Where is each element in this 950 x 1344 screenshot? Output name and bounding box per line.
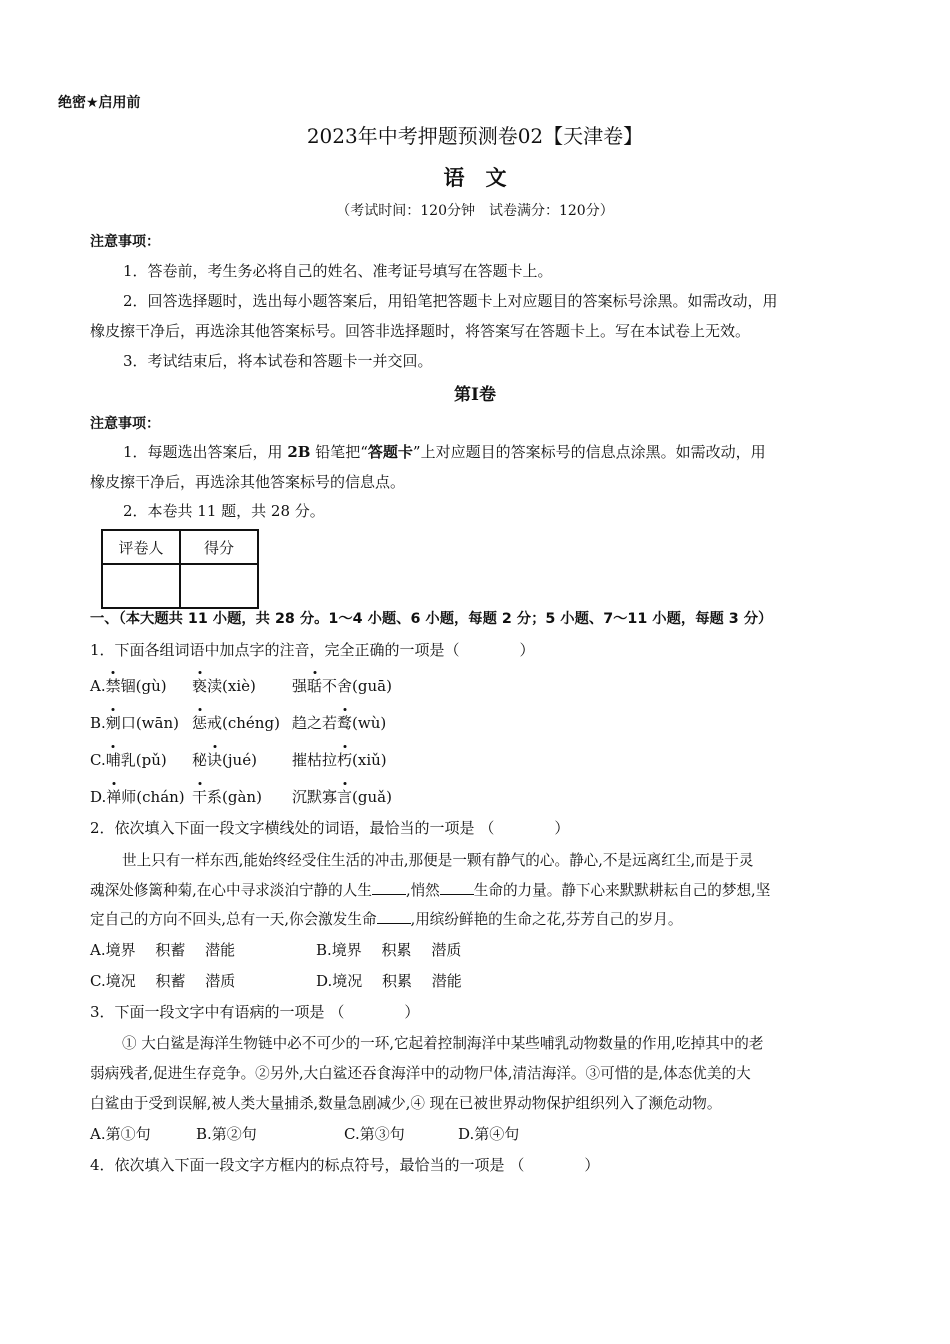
passage-line: 世上只有一样东西,能始终经受住生活的冲击,那便是一颗有静气的心。静心,不是远离红尘,而是于灵 xyxy=(122,852,754,869)
grader-header: 评卷人 xyxy=(102,530,180,564)
subject-title: 语 文 xyxy=(443,165,507,190)
q1-option-c: C.哺乳(pǔ) xyxy=(90,751,167,769)
score-header: 得分 xyxy=(180,530,258,564)
q2-option-a: A.境界 积蓄 潜能 xyxy=(90,941,236,959)
note-item: 橡皮擦干净后，再选涂其他答案标号。回答非选择题时，将答案写在答题卡上。写在本试卷上无效。 xyxy=(90,322,751,340)
exam-meta: （考试时间：120分钟 试卷满分：120分） xyxy=(336,203,614,219)
passage-line: 魂深处修篱种菊,在心中寻求淡泊宁静的人生 ,悄然 生命的力量。静下心来默默耕耘自己的梦想,坚 xyxy=(90,882,771,899)
note-item: 橡皮擦干净后，再选涂其他答案标号的信息点。 xyxy=(90,473,406,491)
q1-option-a-word2: 亵渎(xiè) xyxy=(192,677,256,695)
note-item: 2．回答选择题时，选出每小题答案后，用铅笔把答题卡上对应题目的答案标号涂黑。如需改动，用 xyxy=(123,292,778,310)
note-item: 2．本卷共 11 题，共 28 分。 xyxy=(123,502,325,520)
q3-option-c: C.第③句 xyxy=(344,1125,405,1143)
q1-option-b-word3: 趋之若鹜(wù) xyxy=(292,714,387,732)
passage-line: 定自己的方向不回头,总有一天,你会激发生命 ,用缤纷鲜艳的生命之花,芬芳自己的岁月。 xyxy=(90,911,683,928)
question-stem: 2．依次填入下面一段文字横线处的词语，最恰当的一项是 （ ） xyxy=(90,819,570,837)
note-item: 3．考试结束后，将本试卷和答题卡一并交回。 xyxy=(123,352,433,370)
notes-heading: 注意事项： xyxy=(90,234,160,250)
notes-heading: 注意事项： xyxy=(90,416,160,432)
question-stem: 3．下面一段文字中有语病的一项是 （ ） xyxy=(90,1003,420,1021)
q1-option-b-word2: 惩戒(chéng) xyxy=(192,714,280,732)
q1-option-c-word3: 摧枯拉朽(xiǔ) xyxy=(292,751,387,769)
q3-option-b: B.第②句 xyxy=(196,1125,257,1143)
q1-option-a: A.禁锢(gù) xyxy=(90,677,167,695)
passage-line: 弱病残者,促进生存竞争。②另外,大白鲨还吞食海洋中的动物尸体,清洁海洋。③可惜的是,体态优美的大 xyxy=(90,1065,751,1082)
question-stem: 4．依次填入下面一段文字方框内的标点符号，最恰当的一项是 （ ） xyxy=(90,1156,600,1174)
fill-blank xyxy=(440,880,474,895)
secret-label: 绝密★启用前 xyxy=(58,95,141,111)
q2-option-d: D.境况 积累 潜能 xyxy=(316,972,462,990)
fill-blank xyxy=(372,880,406,895)
q1-option-b: B.剜口(wān) xyxy=(90,714,179,732)
exam-title: 2023年中考押题预测卷02【天津卷】 xyxy=(306,124,644,148)
score-cell[interactable] xyxy=(180,564,258,608)
q1-option-c-word2: 秘诀(jué) xyxy=(192,751,257,769)
q3-option-d: D.第④句 xyxy=(458,1125,520,1143)
question-stem: 1．下面各组词语中加点字的注音，完全正确的一项是（ ） xyxy=(90,641,535,659)
section-heading: 一、（本大题共 11 小题，共 28 分。1～4 小题、6 小题，每题 2 分；5 小题、7～11 小题，每题 3 分） xyxy=(90,611,773,627)
q1-option-a-word3: 强聒不舍(guā) xyxy=(292,677,392,695)
volume-title: 第Ⅰ卷 xyxy=(454,385,496,405)
q1-option-d: D.禅师(chán) xyxy=(90,788,185,806)
q1-option-d-word2: 干系(gàn) xyxy=(192,788,262,806)
q2-option-b: B.境界 积累 潜质 xyxy=(316,941,462,959)
passage-line: ① 大白鲨是海洋生物链中必不可少的一环,它起着控制海洋中某些哺乳动物数量的作用,吃掉其中的老 xyxy=(122,1035,764,1052)
q2-option-c: C.境况 积蓄 潜质 xyxy=(90,972,236,990)
note-item: 1．答卷前，考生务必将自己的姓名、准考证号填写在答题卡上。 xyxy=(123,262,553,280)
grader-cell[interactable] xyxy=(102,564,180,608)
passage-line: 白鲨由于受到误解,被人类大量捕杀,数量急剧减少,④ 现在已被世界动物保护组织列入了濒危动物。 xyxy=(90,1095,722,1112)
score-table xyxy=(101,529,259,609)
q1-option-d-word3: 沉默寡言(guǎ) xyxy=(292,788,392,806)
fill-blank xyxy=(377,909,411,924)
q3-option-a: A.第①句 xyxy=(90,1125,151,1143)
note-item: 1．每题选出答案后，用 2B 铅笔把“答题卡”上对应题目的答案标号的信息点涂黑。如需改动，用 xyxy=(123,443,766,461)
